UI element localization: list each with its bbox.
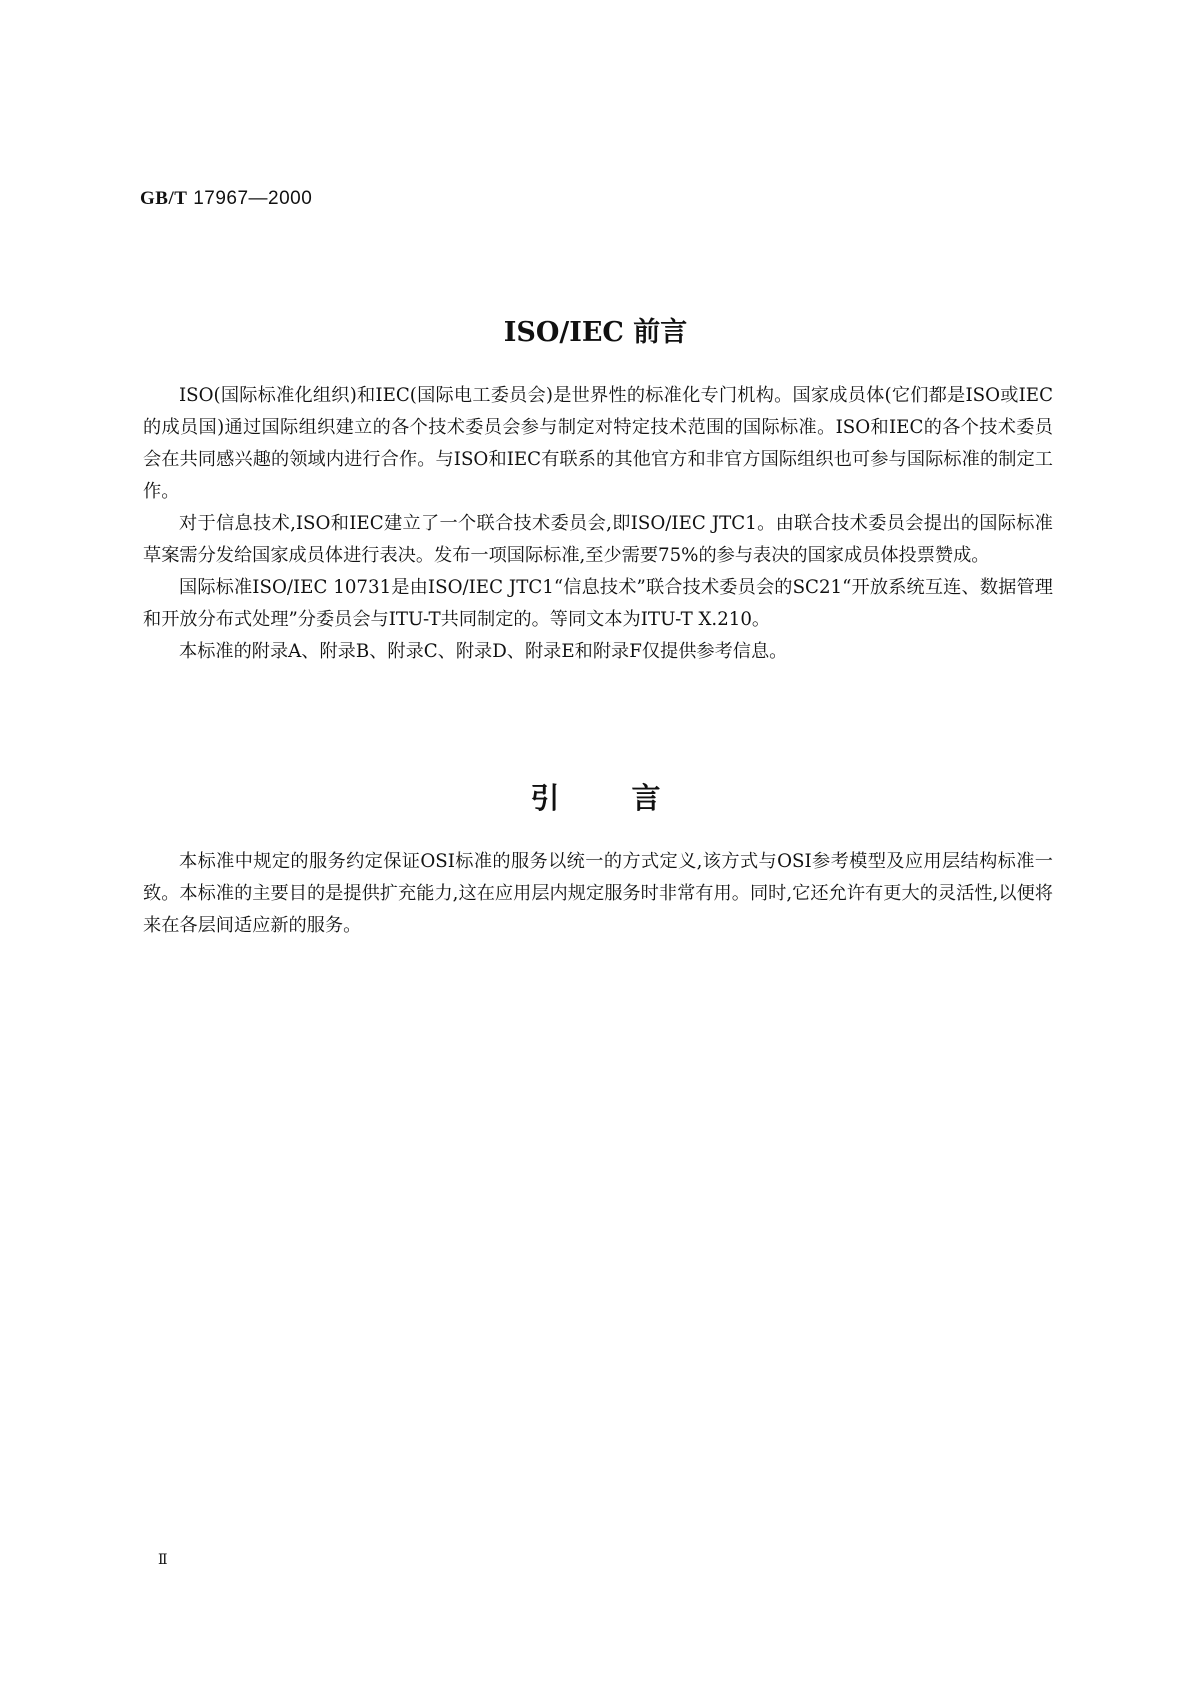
standard-code-number: 17967—2000	[193, 188, 313, 209]
standard-code	[140, 188, 312, 210]
introduction-body	[143, 846, 1053, 942]
foreword-paragraph-1: ISO(国际标准化组织)和IEC(国际电工委员会)是世界性的标准化专门机构。国家成员体(它们都是ISO或IEC的成员国)通过国际组织建立的各个技术委员会参与制定对特定技术范围的国际标准。ISO和IEC的各个技术委员会在共同感兴趣的领域内进行合作。与ISO和IEC有联系的其他官方和非官方国际组织也可参与国际标准的制定工作。	[143, 385, 1053, 502]
standard-code-prefix: GB/T	[140, 188, 188, 209]
foreword-body	[143, 380, 1053, 668]
foreword-paragraph-2: 对于信息技术,ISO和IEC建立了一个联合技术委员会,即ISO/IEC JTC1。由联合技术委员会提出的国际标准草案需分发给国家成员体进行表决。发布一项国际标准,至少需要75%的参与表决的国家成员体投票赞成。	[143, 513, 1053, 566]
foreword-title: ISO/IEC 前言	[503, 317, 688, 348]
introduction-paragraph-1: 本标准中规定的服务约定保证OSI标准的服务以统一的方式定义,该方式与OSI参考模型及应用层结构标准一致。本标准的主要目的是提供扩充能力,这在应用层内规定服务时非常有用。同时,它还允许有更大的灵活性,以便将来在各层间适应新的服务。	[143, 851, 1053, 936]
page-number: Ⅱ	[158, 1552, 167, 1568]
foreword-paragraph-3: 国际标准ISO/IEC 10731是由ISO/IEC JTC1“信息技术”联合技术委员会的SC21“开放系统互连、数据管理和开放分布式处理”分委员会与ITU-T共同制定的。等同文本为ITU-T X.210。	[143, 577, 1053, 630]
introduction-title: 引言	[530, 781, 733, 815]
foreword-paragraph-4: 本标准的附录A、附录B、附录C、附录D、附录E和附录F仅提供参考信息。	[179, 641, 788, 662]
